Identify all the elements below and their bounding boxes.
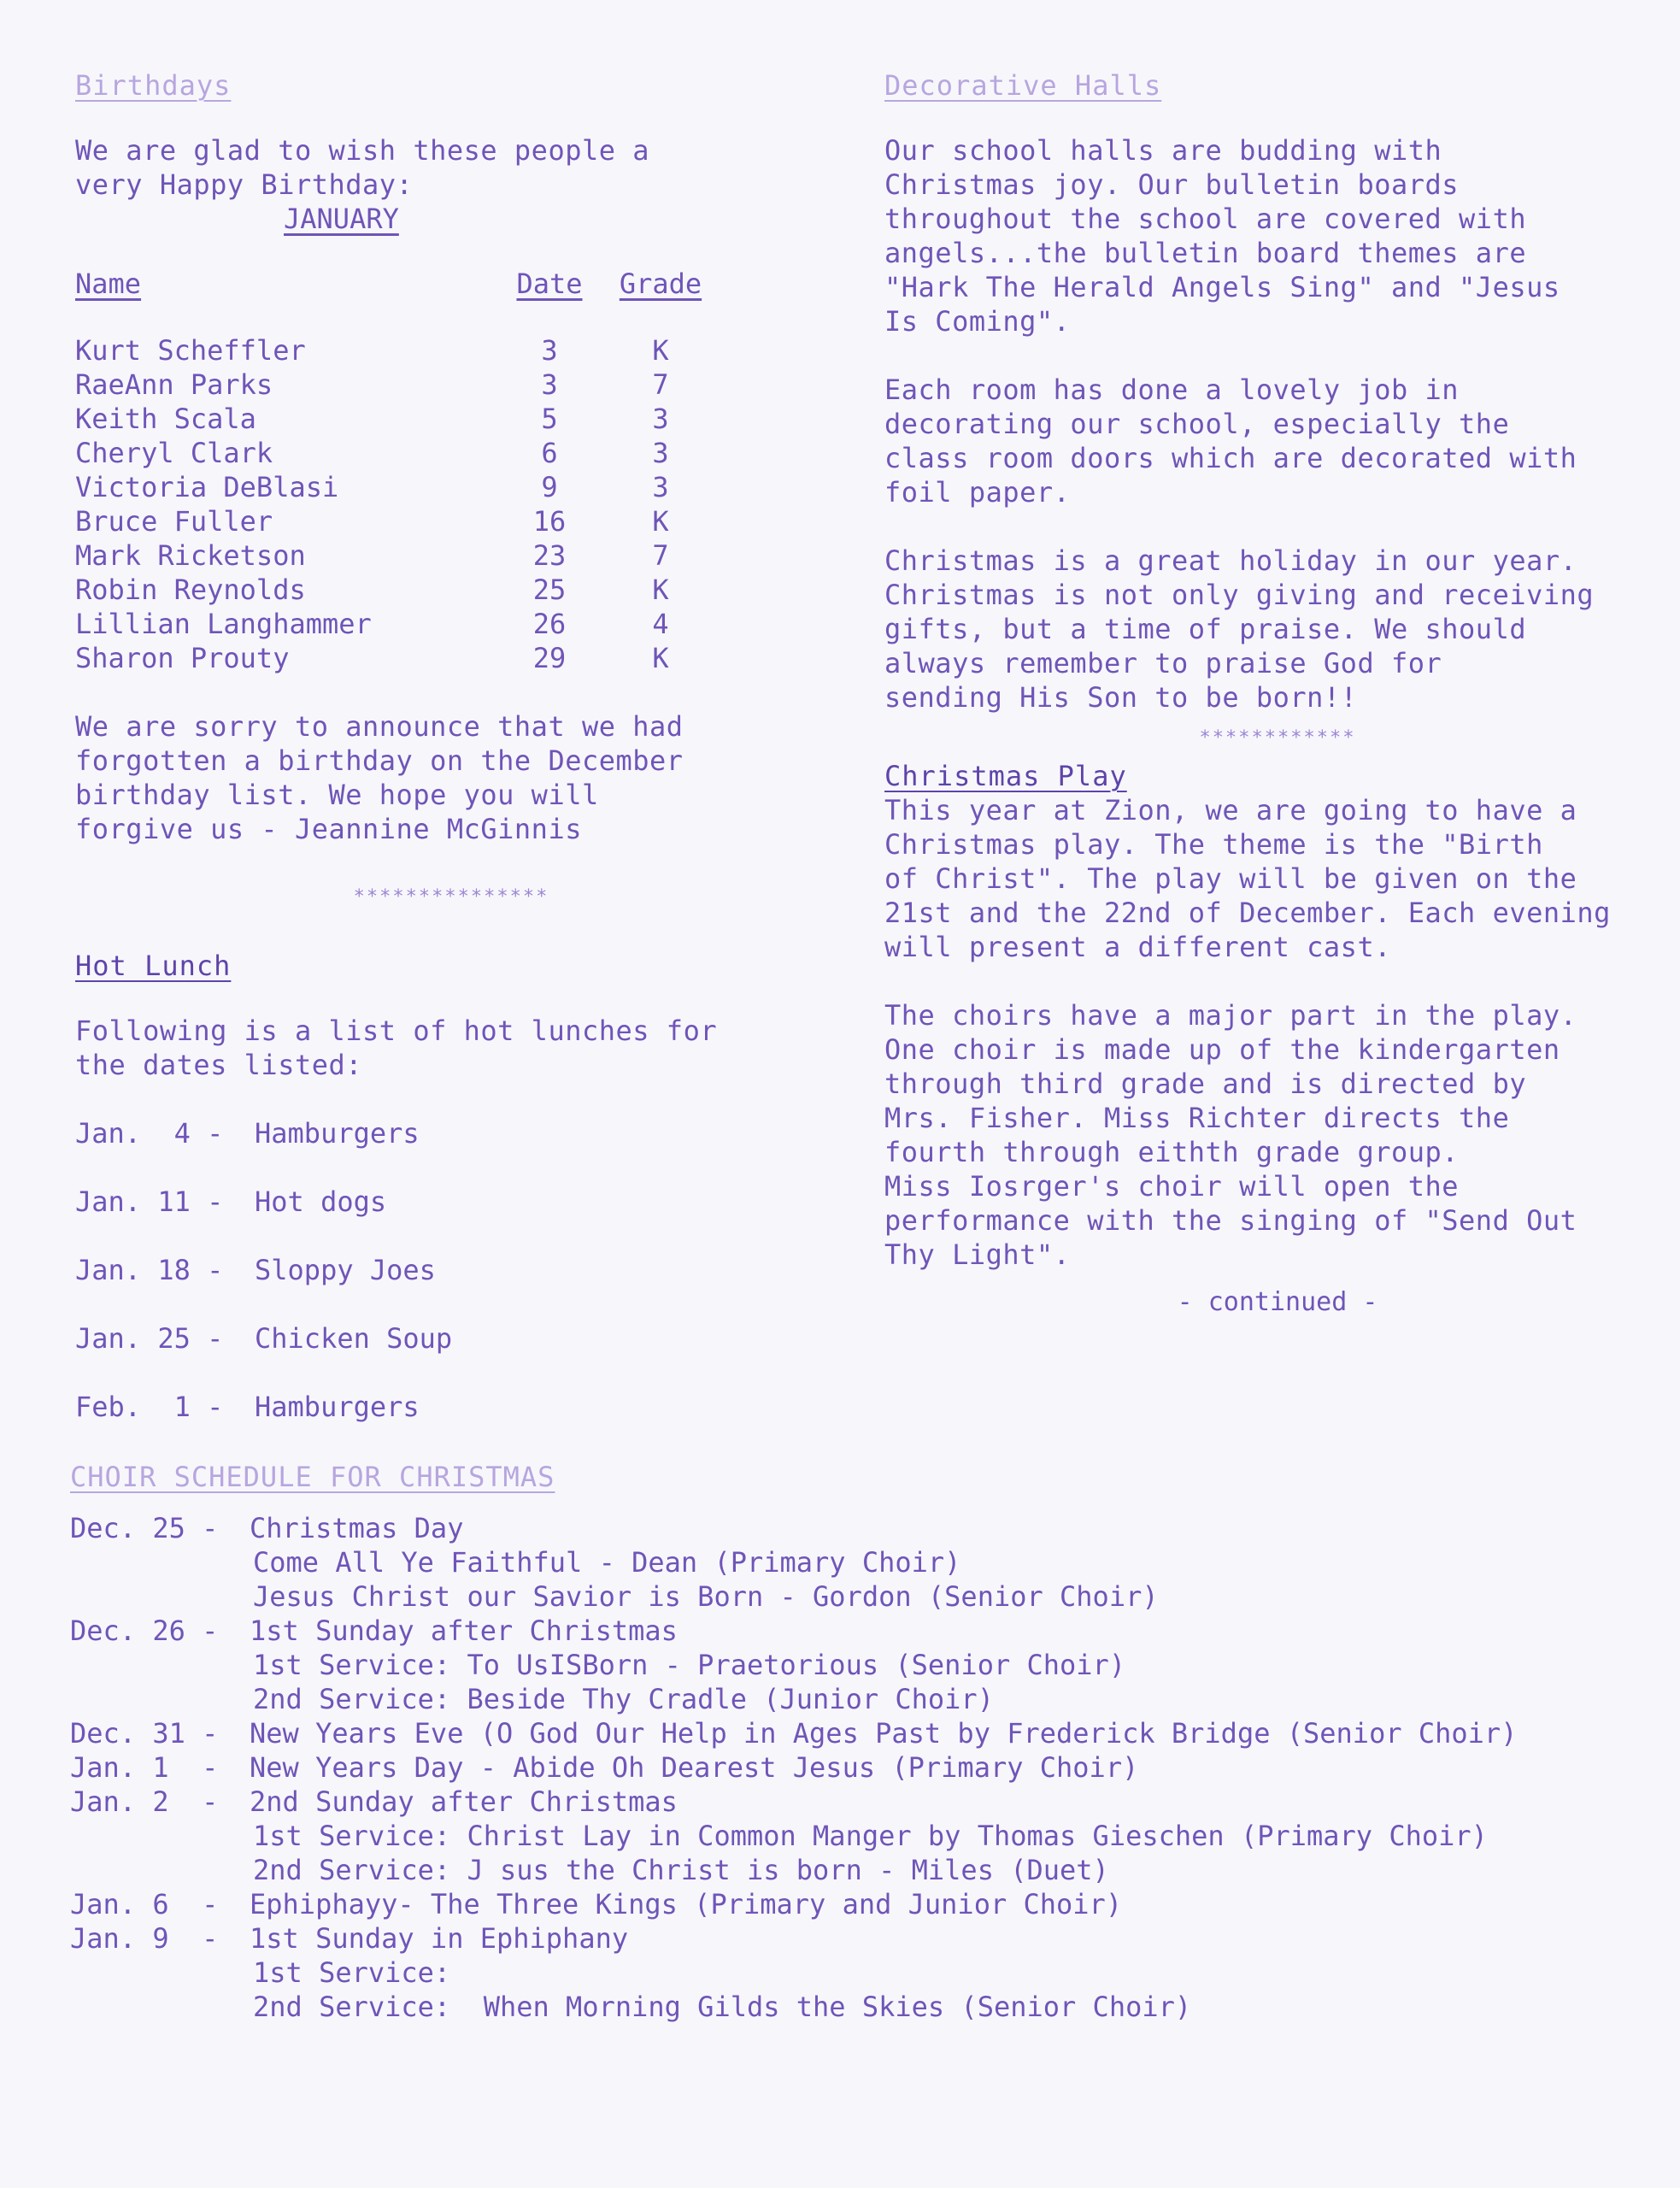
birthday-date: 9 (541, 471, 558, 503)
birthday-name: Keith Scala (75, 403, 256, 435)
lunch-meal: Hot dogs (255, 1185, 387, 1218)
right-column (884, 68, 1671, 1320)
column-name: Name (75, 268, 142, 300)
choir-detail: 1st Service: To UsISBorn - Praetorious (Senior Choir) (253, 1649, 1126, 1681)
birthday-name: Lillian Langhammer (75, 608, 372, 640)
birthday-grade: 7 (652, 368, 669, 401)
lunch-date: Jan. 18 - (75, 1254, 224, 1286)
choir-entry (70, 1921, 1659, 2024)
birthdays-month: JANUARY (284, 203, 399, 235)
lunch-meal: Chicken Soup (255, 1322, 453, 1355)
birthday-name: Mark Ricketson (75, 539, 306, 572)
choir-date: Dec. 31 - (70, 1717, 219, 1750)
lunch-date: Jan. 4 - (75, 1117, 224, 1150)
choir-date: Jan. 9 - (70, 1922, 219, 1955)
decorative-halls-heading: Decorative Halls (884, 69, 1162, 102)
birthday-grade: 3 (652, 403, 669, 435)
birthday-date: 25 (532, 573, 567, 606)
birthday-name: Victoria DeBlasi (75, 471, 339, 503)
choir-occasion: New Years Day - Abide Oh Dearest Jesus (Primary Choir) (250, 1751, 1139, 1784)
choir-occasion: Ephiphayy- The Three Kings (Primary and Junior Choir) (250, 1888, 1123, 1920)
lunch-date: Feb. 1 - (75, 1391, 224, 1423)
hot-lunch-list (75, 1116, 827, 1424)
left-column (75, 68, 827, 1458)
birthday-grade: K (652, 334, 669, 367)
choir-date: Dec. 25 - (70, 1512, 219, 1544)
hot-lunch-intro: Following is a list of hot lunches for the dates listed: (75, 1015, 718, 1081)
lunch-date: Jan. 11 - (75, 1185, 224, 1218)
birthday-name: Kurt Scheffler (75, 334, 306, 367)
birthday-row (75, 333, 827, 368)
choir-occasion: New Years Eve (O God Our Help in Ages Past by Frederick Bridge (Senior Choir) (250, 1717, 1518, 1750)
birthday-row (75, 607, 827, 641)
birthday-row (75, 504, 827, 538)
birthday-name: Cheryl Clark (75, 437, 273, 469)
choir-entry (70, 1750, 1659, 1785)
choir-entry (70, 1785, 1659, 1887)
list-item (75, 1116, 827, 1150)
birthdays-apology: We are sorry to announce that we had forgotten a birthday on the December birthday list. We hope you will forgive us - Jeannine McGinnis (75, 710, 684, 845)
birthday-row (75, 641, 827, 675)
list-item (75, 1390, 827, 1424)
choir-schedule-section (70, 1460, 1659, 2024)
hot-lunch-heading: Hot Lunch (75, 950, 232, 982)
choir-detail: 2nd Service: When Morning Gilds the Skies (Senior Choir) (253, 1991, 1192, 2023)
decorative-halls-paragraph: Each room has done a lovely job in decorating our school, especially the class room doors which are decorated with foil paper. (884, 373, 1577, 509)
birthday-row (75, 573, 827, 607)
birthday-date: 3 (541, 368, 558, 401)
choir-occasion: 2nd Sunday after Christmas (250, 1785, 678, 1818)
continued-note: - continued - (1177, 1287, 1378, 1317)
choir-entry (70, 1887, 1659, 1921)
choir-schedule-heading: CHOIR SCHEDULE FOR CHRISTMAS (70, 1461, 555, 1493)
column-date: Date (516, 268, 583, 300)
choir-entry (70, 1614, 1659, 1716)
choir-date: Jan. 1 - (70, 1751, 219, 1784)
lunch-date: Jan. 25 - (75, 1322, 224, 1355)
birthday-grade: K (652, 505, 669, 538)
section-divider: ************ (1199, 727, 1356, 749)
birthday-date: 29 (532, 642, 567, 674)
christmas-play-paragraph: This year at Zion, we are going to have a Christmas play. The theme is the "Birth of Christ". The play will be given on the 21st and the 22nd of December. Each evening will present a different cast. (884, 794, 1611, 963)
birthday-row (75, 538, 827, 573)
birthday-grade: K (652, 573, 669, 606)
birthday-row (75, 368, 827, 402)
birthday-name: Robin Reynolds (75, 573, 306, 606)
christmas-play-paragraph: The choirs have a major part in the play. One choir is made up of the kindergarten through third grade and is directed by Mrs. Fisher. Miss Richter directs the fourth through eithth grade group. Miss Iosrger's choir will open the performance with the singing of "Send Out Thy Light". (884, 999, 1577, 1271)
christmas-play-heading: Christmas Play (884, 760, 1127, 792)
birthday-row (75, 470, 827, 504)
birthdays-intro: We are glad to wish these people a very Happy Birthday: (75, 134, 650, 201)
list-item (75, 1321, 827, 1356)
birthday-name: Bruce Fuller (75, 505, 273, 538)
choir-detail: Jesus Christ our Savior is Born - Gordon (Senior Choir) (253, 1580, 1159, 1613)
birthday-grade: 4 (652, 608, 669, 640)
choir-detail: 2nd Service: J sus the Christ is born - Miles (Duet) (253, 1854, 1109, 1886)
section-divider: *************** (353, 886, 549, 908)
birthdays-heading: Birthdays (75, 69, 232, 102)
choir-occasion: 1st Sunday after Christmas (250, 1615, 678, 1647)
birthday-table-header (75, 267, 827, 301)
choir-detail: 1st Service: (253, 1956, 451, 1989)
decorative-halls-paragraph: Our school halls are budding with Christmas joy. Our bulletin boards throughout the school are covered with angels...the bulletin board themes are "Hark The Herald Angels Sing" and "Jesus Is Coming". (884, 134, 1560, 338)
decorative-halls-paragraph: Christmas is a great holiday in our year. Christmas is not only giving and receiving gifts, but a time of praise. We should always remember to praise God for sending His Son to be born!! (884, 544, 1595, 714)
choir-detail: Come All Ye Faithful - Dean (Primary Choir) (253, 1546, 961, 1579)
birthday-date: 16 (532, 505, 567, 538)
birthday-grade: K (652, 642, 669, 674)
list-item (75, 1185, 827, 1219)
choir-detail: 2nd Service: Beside Thy Cradle (Junior Choir) (253, 1683, 994, 1715)
birthday-name: RaeAnn Parks (75, 368, 273, 401)
choir-date: Dec. 26 - (70, 1615, 219, 1647)
choir-occasion: 1st Sunday in Ephiphany (250, 1922, 629, 1955)
birthday-grade: 3 (652, 471, 669, 503)
choir-date: Jan. 2 - (70, 1785, 219, 1818)
birthday-date: 26 (532, 608, 567, 640)
lunch-meal: Sloppy Joes (255, 1254, 436, 1286)
choir-date: Jan. 6 - (70, 1888, 219, 1920)
birthday-date: 5 (541, 403, 558, 435)
birthday-grade: 7 (652, 539, 669, 572)
birthday-table (75, 267, 827, 675)
lunch-meal: Hamburgers (255, 1391, 420, 1423)
birthday-date: 23 (532, 539, 567, 572)
birthday-date: 6 (541, 437, 558, 469)
birthday-date: 3 (541, 334, 558, 367)
column-grade: Grade (619, 268, 702, 300)
choir-entry (70, 1511, 1659, 1614)
birthday-row (75, 436, 827, 470)
birthday-row (75, 402, 827, 436)
birthday-name: Sharon Prouty (75, 642, 290, 674)
choir-entry (70, 1716, 1659, 1750)
list-item (75, 1253, 827, 1287)
birthday-grade: 3 (652, 437, 669, 469)
choir-detail: 1st Service: Christ Lay in Common Manger by Thomas Gieschen (Primary Choir) (253, 1820, 1488, 1852)
lunch-meal: Hamburgers (255, 1117, 420, 1150)
choir-occasion: Christmas Day (250, 1512, 464, 1544)
